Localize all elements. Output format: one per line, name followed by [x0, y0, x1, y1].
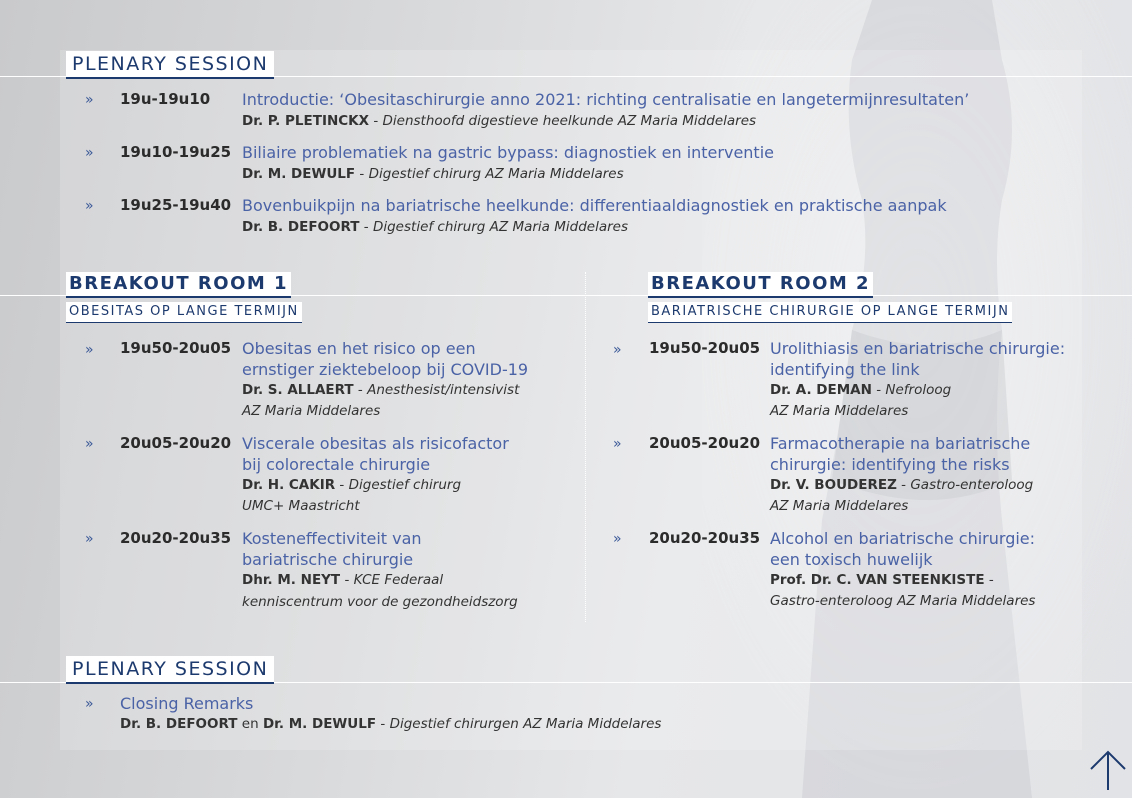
speaker-role: Digestief chirurg	[348, 477, 462, 493]
chevron-icon: »	[85, 92, 94, 108]
speaker-role: Gastro-enteroloog	[910, 477, 1034, 493]
session-title	[242, 528, 422, 570]
speaker-line	[242, 164, 624, 185]
session-title	[242, 433, 509, 475]
session-title	[770, 338, 1065, 380]
session-title: Closing Remarks	[120, 694, 254, 713]
session-title: Introductie: ‘Obesitaschirurgie anno 2021: richting centralisatie en langetermijnresultaten’	[242, 90, 970, 109]
session-time: 19u25-19u40	[120, 196, 232, 214]
speaker-line	[770, 380, 951, 422]
speaker-name: Dr. A. DEMAN	[770, 382, 872, 398]
separator: -	[376, 716, 390, 732]
joiner: en	[237, 716, 263, 732]
breakout-room-2-heading: BREAKOUT ROOM 2	[648, 272, 873, 298]
breakout-room-2-subtitle: BARIATRISCHE CHIRURGIE OP LANGE TERMIJN	[648, 302, 1012, 323]
chevron-icon: »	[85, 436, 94, 452]
separator: -	[369, 113, 383, 129]
session-title	[770, 528, 1035, 570]
session-time: 19u10-19u25	[120, 143, 232, 161]
title-line: Urolithiasis en bariatrische chirurgie:	[770, 339, 1066, 358]
separator: -	[355, 166, 369, 182]
session-title	[242, 338, 528, 380]
chevron-icon: »	[85, 145, 94, 161]
chevron-icon: »	[85, 342, 94, 358]
separator: -	[340, 572, 354, 588]
title-line: ernstiger ziektebeloop bij COVID-19	[242, 360, 529, 379]
arrow-up-icon[interactable]	[1088, 748, 1128, 792]
speaker-name: Dr. B. DEFOORT	[120, 716, 238, 732]
speaker-line	[120, 714, 661, 735]
title-line: bij colorectale chirurgie	[242, 455, 431, 474]
chevron-icon: »	[613, 436, 622, 452]
session-time: 19u50-20u05	[649, 339, 761, 357]
speaker-name: Dr. S. ALLAERT	[242, 382, 354, 398]
session-time: 19u-19u10	[120, 90, 211, 108]
separator: -	[984, 572, 994, 588]
title-line: Kosteneffectiviteit van	[242, 529, 422, 548]
speaker-name: Prof. Dr. C. VAN STEENKISTE	[770, 572, 985, 588]
speaker-affiliation: AZ Maria Middelares	[242, 403, 381, 419]
speaker-name: Dr. B. DEFOORT	[242, 219, 360, 235]
session-time: 20u20-20u35	[649, 529, 761, 547]
speaker-line	[242, 380, 519, 422]
separator: -	[359, 219, 373, 235]
chevron-icon: »	[613, 531, 622, 547]
speaker-role: KCE Federaal	[353, 572, 444, 588]
speaker-name: Dr. M. DEWULF	[262, 716, 377, 732]
speaker-affiliation: AZ Maria Middelares	[770, 498, 909, 514]
speaker-name: Dr. P. PLETINCKX	[242, 113, 370, 129]
chevron-icon: »	[85, 531, 94, 547]
speaker-name: Dr. V. BOUDEREZ	[770, 477, 897, 493]
speaker-role: Digestief chirurg AZ Maria Middelares	[372, 219, 628, 235]
speaker-affiliation: Gastro-enteroloog AZ Maria Middelares	[770, 593, 1036, 609]
chevron-icon: »	[613, 342, 622, 358]
separator: -	[896, 477, 911, 493]
speaker-name: Dhr. M. NEYT	[242, 572, 341, 588]
speaker-role: Digestief chirurgen AZ Maria Middelares	[389, 716, 662, 732]
speaker-role: Digestief chirurg AZ Maria Middelares	[368, 166, 624, 182]
speaker-affiliation: AZ Maria Middelares	[770, 403, 909, 419]
speaker-line	[770, 475, 1033, 517]
chevron-icon: »	[85, 198, 94, 214]
speaker-name: Dr. H. CAKIR	[242, 477, 336, 493]
title-line: bariatrische chirurgie	[242, 550, 414, 569]
column-divider	[585, 272, 586, 622]
chevron-icon: »	[85, 696, 94, 712]
plenary-session-heading: PLENARY SESSION	[66, 656, 274, 684]
speaker-line	[242, 475, 461, 517]
session-title: Bovenbuikpijn na bariatrische heelkunde: differentiaaldiagnostiek en praktische aanpak	[242, 196, 947, 215]
session-time: 20u05-20u20	[649, 434, 761, 452]
title-line: Alcohol en bariatrische chirurgie:	[770, 529, 1036, 548]
title-line: Obesitas en het risico op een	[242, 339, 476, 358]
title-line: Viscerale obesitas als risicofactor	[242, 434, 509, 453]
speaker-line	[770, 570, 1035, 612]
title-line: chirurgie: identifying the risks	[770, 455, 1010, 474]
separator: -	[353, 382, 368, 398]
title-line: een toxisch huwelijk	[770, 550, 933, 569]
speaker-line	[242, 111, 756, 132]
speaker-affiliation: kenniscentrum voor de gezondheidszorg	[242, 594, 518, 610]
speaker-role: Diensthoofd digestieve heelkunde AZ Maria Middelares	[382, 113, 757, 129]
speaker-line	[242, 570, 518, 613]
session-time: 20u20-20u35	[120, 529, 232, 547]
session-title: Biliaire problematiek na gastric bypass: diagnostiek en interventie	[242, 143, 774, 162]
separator: -	[335, 477, 349, 493]
session-time: 19u50-20u05	[120, 339, 232, 357]
session-title	[770, 433, 1030, 475]
speaker-affiliation: UMC+ Maastricht	[242, 498, 360, 514]
speaker-name: Dr. M. DEWULF	[242, 166, 356, 182]
separator: -	[871, 382, 886, 398]
title-line: Farmacotherapie na bariatrische	[770, 434, 1031, 453]
breakout-room-1-heading: BREAKOUT ROOM 1	[66, 272, 291, 298]
speaker-line	[242, 217, 628, 238]
title-line: identifying the link	[770, 360, 920, 379]
session-time: 20u05-20u20	[120, 434, 232, 452]
breakout-room-1-subtitle: OBESITAS OP LANGE TERMIJN	[66, 302, 302, 323]
plenary-session-heading: PLENARY SESSION	[66, 51, 274, 79]
speaker-role: Nefroloog	[885, 382, 952, 398]
speaker-role: Anesthesist/intensivist	[367, 382, 520, 398]
